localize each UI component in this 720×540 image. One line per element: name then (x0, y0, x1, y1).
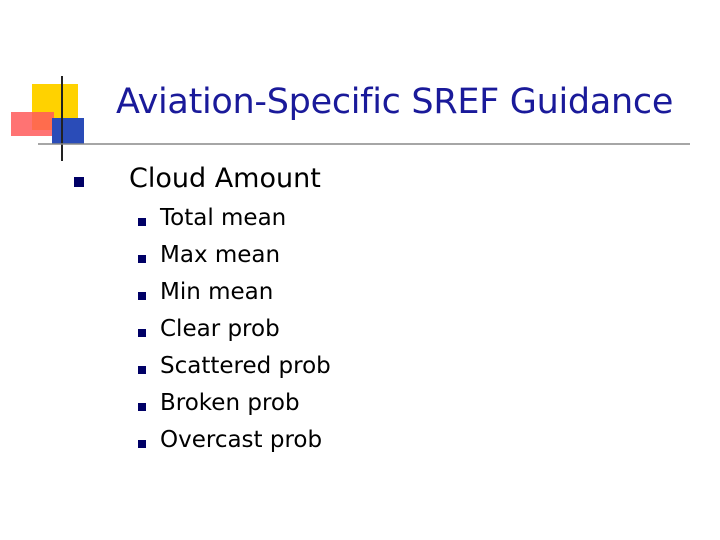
list-item-text: Max mean (160, 242, 281, 268)
bullet-square (138, 329, 146, 337)
bullet-square (138, 255, 146, 263)
list-item-text: Min mean (160, 279, 274, 305)
bullet-square (138, 366, 146, 374)
list-item-text: Clear prob (160, 316, 280, 342)
red-square (11, 112, 54, 136)
bullet-text-cloud-amount: Cloud Amount (129, 163, 321, 194)
bullet-square (138, 440, 146, 448)
list-item-text: Broken prob (160, 390, 300, 416)
list-item-text: Scattered prob (160, 353, 331, 379)
blue-square (52, 118, 84, 144)
bullet-square (138, 403, 146, 411)
list-item-text: Overcast prob (160, 427, 323, 453)
list-item-text: Total mean (160, 205, 287, 231)
bullet-square (74, 177, 84, 187)
bullet-square (138, 292, 146, 300)
bullet-square (138, 218, 146, 226)
slide-title: Aviation-Specific SREF Guidance (116, 82, 674, 122)
